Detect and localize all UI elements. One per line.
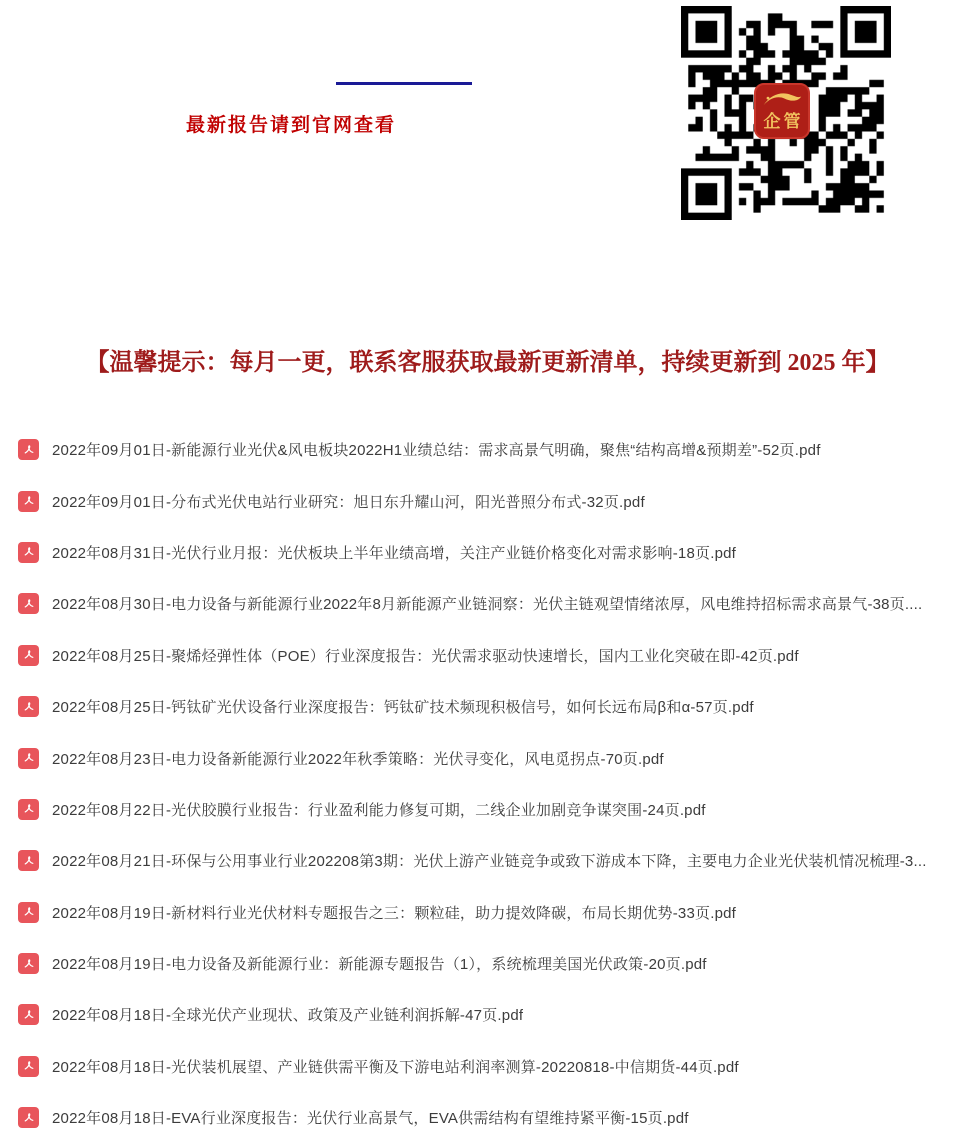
file-name[interactable]: 2022年08月23日-电力设备新能源行业2022年秋季策略：光伏寻变化，风电觅拐点-70页.pdf — [52, 750, 664, 768]
file-name[interactable]: 2022年08月18日-光伏装机展望、产业链供需平衡及下游电站利润率测算-20220818-中信期货-44页.pdf — [52, 1058, 739, 1076]
file-row[interactable] — [18, 835, 971, 886]
file-name[interactable]: 2022年08月18日-全球光伏产业现状、政策及产业链利润拆解-47页.pdf — [52, 1007, 524, 1025]
pdf-icon — [18, 902, 39, 923]
pdf-icon — [18, 1004, 39, 1025]
pdf-icon — [18, 850, 39, 871]
file-row[interactable] — [18, 887, 971, 938]
pdf-icon — [18, 645, 39, 666]
pdf-icon — [18, 696, 39, 717]
qr-logo-label: 企管 — [763, 112, 804, 131]
file-row[interactable] — [18, 630, 971, 681]
file-name[interactable]: 2022年08月25日-钙钛矿光伏设备行业深度报告：钙钛矿技术频现积极信号，如何长远布局β和α-57页.pdf — [52, 699, 754, 717]
pdf-icon — [18, 1107, 39, 1128]
pdf-icon — [18, 748, 39, 769]
file-row[interactable] — [18, 424, 971, 475]
file-row[interactable] — [18, 732, 971, 783]
file-row[interactable] — [18, 989, 971, 1040]
file-name[interactable]: 2022年08月19日-电力设备及新能源行业：新能源专题报告（1），系统梳理美国光伏政策-20页.pdf — [52, 956, 707, 974]
file-name[interactable]: 2022年08月30日-电力设备与新能源行业2022年8月新能源产业链洞察：光伏主链观望情绪浓厚，风电维持招标需求高景气-38页.... — [52, 596, 923, 614]
file-row[interactable] — [18, 1092, 971, 1136]
file-name[interactable]: 2022年08月22日-光伏胶膜行业报告：行业盈利能力修复可期，二线企业加剧竞争谋突围-24页.pdf — [52, 801, 706, 819]
update-reminder: 【温馨提示：每月一更，联系客服获取最新更新清单，持续更新到 2025 年】 — [85, 350, 890, 376]
qr-center-logo — [754, 83, 810, 139]
pdf-icon — [18, 593, 39, 614]
file-row[interactable] — [18, 784, 971, 835]
link-underline[interactable] — [336, 82, 472, 85]
file-name[interactable]: 2022年08月21日-环保与公用事业行业202208第3期：光伏上游产业链竞争或致下游成本下降，主要电力企业光伏装机情况梳理-3... — [52, 853, 927, 871]
pdf-icon — [18, 1056, 39, 1077]
pdf-icon — [18, 491, 39, 512]
file-name[interactable]: 2022年09月01日-新能源行业光伏&风电板块2022H1业绩总结：需求高景气明确，聚焦“结构高增&预期差”-52页.pdf — [52, 442, 821, 460]
file-row[interactable] — [18, 475, 971, 526]
pdf-icon — [18, 439, 39, 460]
file-name[interactable]: 2022年08月18日-EVA行业深度报告：光伏行业高景气，EVA供需结构有望维持紧平衡-15页.pdf — [52, 1110, 689, 1128]
file-name[interactable]: 2022年08月25日-聚烯烃弹性体（POE）行业深度报告：光伏需求驱动快速增长，国内工业化突破在即-42页.pdf — [52, 647, 799, 665]
pdf-icon — [18, 542, 39, 563]
qr-code — [681, 6, 891, 220]
file-row[interactable] — [18, 681, 971, 732]
file-name[interactable]: 2022年08月31日-光伏行业月报：光伏板块上半年业绩高增，关注产业链价格变化对需求影响-18页.pdf — [52, 544, 737, 562]
pdf-icon — [18, 953, 39, 974]
file-row[interactable] — [18, 578, 971, 629]
file-name[interactable]: 2022年08月19日-新材料行业光伏材料专题报告之三：颗粒硅，助力提效降碳，布局长期优势-33页.pdf — [52, 904, 737, 922]
file-row[interactable] — [18, 527, 971, 578]
official-site-notice: 最新报告请到官网查看 — [186, 115, 397, 136]
file-list — [18, 424, 971, 1136]
file-name[interactable]: 2022年09月01日-分布式光伏电站行业研究：旭日东升耀山河，阳光普照分布式-32页.pdf — [52, 493, 645, 511]
file-row[interactable] — [18, 1041, 971, 1092]
file-row[interactable] — [18, 938, 971, 989]
phoenix-swirl-icon — [761, 90, 803, 113]
pdf-icon — [18, 799, 39, 820]
